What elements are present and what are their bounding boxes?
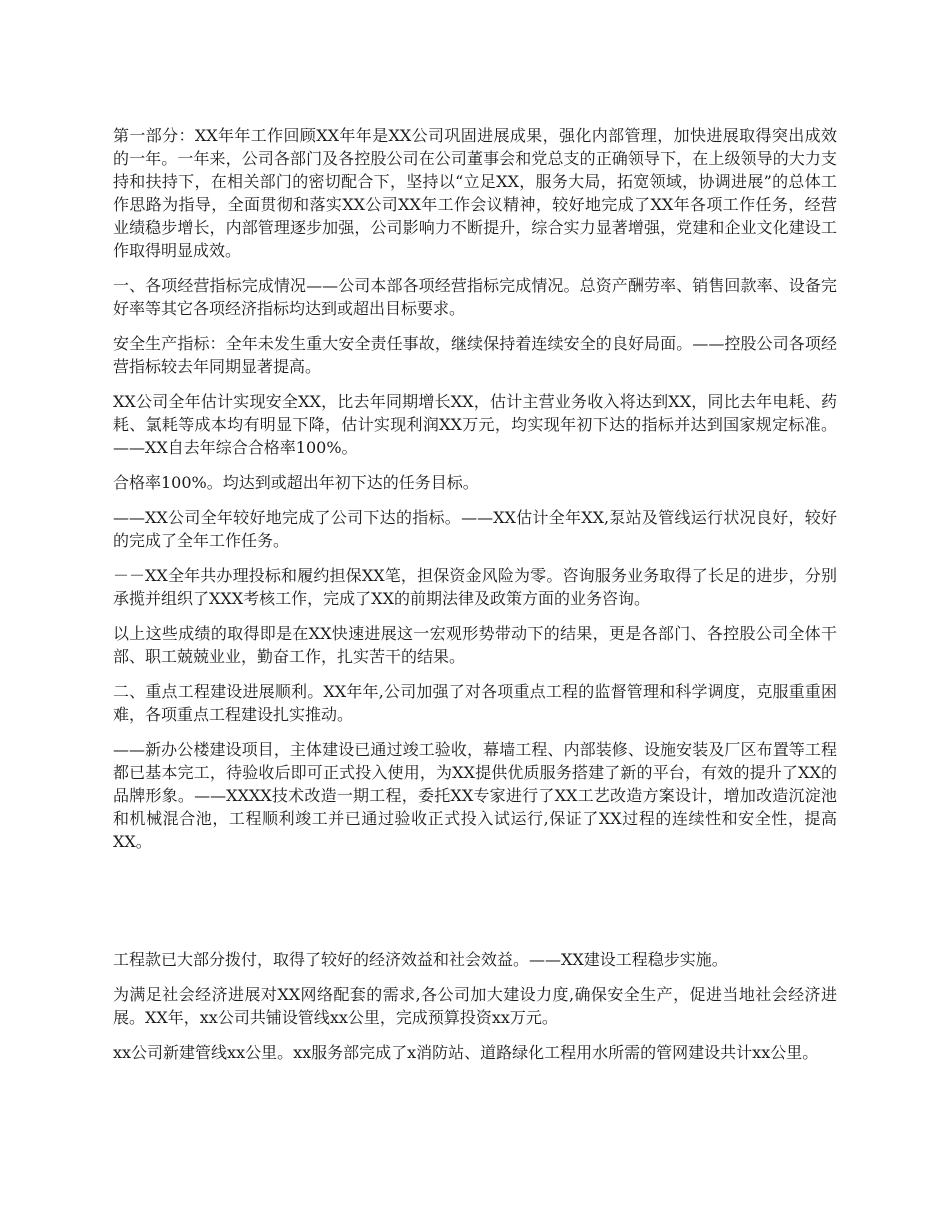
- paragraph-pass-rate: 合格率100%。均达到或超出年初下达的任务目标。: [113, 473, 479, 492]
- paragraph-network: 为满足社会经济进展对XX网络配套的需求,各公司加大建设力度,确保安全生产，促进当地社会经济进展。XX年，xx公司共铺设管线xx公里，完成预算投资xx万元。: [113, 985, 837, 1027]
- paragraph-achievements: 以上这些成绩的取得即是在XX快速进展这一宏观形势带动下的结果，更是各部门、各控股公司全体干部、职工兢兢业业，勤奋工作，扎实苦干的结果。: [113, 624, 837, 666]
- paragraph-pipelines: xx公司新建管线xx公里。xx服务部完成了x消防站、道路绿化工程用水所需的管网建设共计xx公里。: [113, 1043, 819, 1062]
- paragraph-guarantee: －－XX全年共办理投标和履约担保XX笔，担保资金风险为零。咨询服务业务取得了长足的进步，分别承揽并组织了XXX考核工作，完成了XX的前期法律及政策方面的业务咨询。: [113, 566, 837, 608]
- paragraph-office-building: ——新办公楼建设项目，主体建设已通过竣工验收，幕墙工程、内部装修、设施安装及厂区布置等工程都已基本完工，待验收后即可正式投入使用，为XX提供优质服务搭建了新的平台，有效的提升了XX的品牌形象。——XXXX技术改造一期工程，委托XX专家进行了XX工艺改造方案设计，增加改造沉淀池和机械混合池，工程顺利竣工并已通过验收正式投入试运行,保证了XX过程的连续性和安全性，提高XX。: [113, 740, 837, 851]
- page-gap: [113, 865, 837, 948]
- paragraph-targets: ——XX公司全年较好地完成了公司下达的指标。——XX估计全年XX,泵站及管线运行状况良好，较好的完成了全年工作任务。: [113, 508, 837, 550]
- paragraph-key-projects: 二、重点工程建设进展顺利。XX年年,公司加强了对各项重点工程的监督管理和科学调度，克服重重困难，各项重点工程建设扎实推动。: [113, 682, 837, 724]
- paragraph-company-results: XX公司全年估计实现安全XX，比去年同期增长XX，估计主营业务收入将达到XX，同比去年电耗、药耗、氯耗等成本均有明显下降，估计实现利润XX万元，均实现年初下达的指标并达到国家规定标准。——XX自去年综合合格率100%。: [113, 392, 837, 457]
- document-body: [113, 124, 837, 1076]
- paragraph-indicators: 一、各项经营指标完成情况——公司本部各项经营指标完成情况。总资产酬劳率、销售回款率、设备完好率等其它各项经济指标均达到或超出目标要求。: [113, 276, 837, 318]
- paragraph-project-payment: 工程款已大部分拨付，取得了较好的经济效益和社会效益。——XX建设工程稳步实施。: [113, 950, 728, 969]
- paragraph-safety: 安全生产指标：全年未发生重大安全责任事故，继续保持着连续安全的良好局面。——控股公司各项经营指标较去年同期显著提高。: [113, 334, 837, 376]
- paragraph-part-one-review: 第一部分：XX年年工作回顾XX年年是XX公司巩固进展成果，强化内部管理，加快进展取得突出成效的一年。一年来，公司各部门及各控股公司在公司董事会和党总支的正确领导下，在上级领导的大力支持和扶持下，在相关部门的密切配合下，坚持以“立足XX，服务大局，拓宽领域，协调进展”的总体工作思路为指导，全面贯彻和落实XX公司XX年工作会议精神，较好地完成了XX年各项工作任务，经营业绩稳步增长，内部管理逐步加强，公司影响力不断提升，综合实力显著增强，党建和企业文化建设工作取得明显成效。: [113, 126, 837, 260]
